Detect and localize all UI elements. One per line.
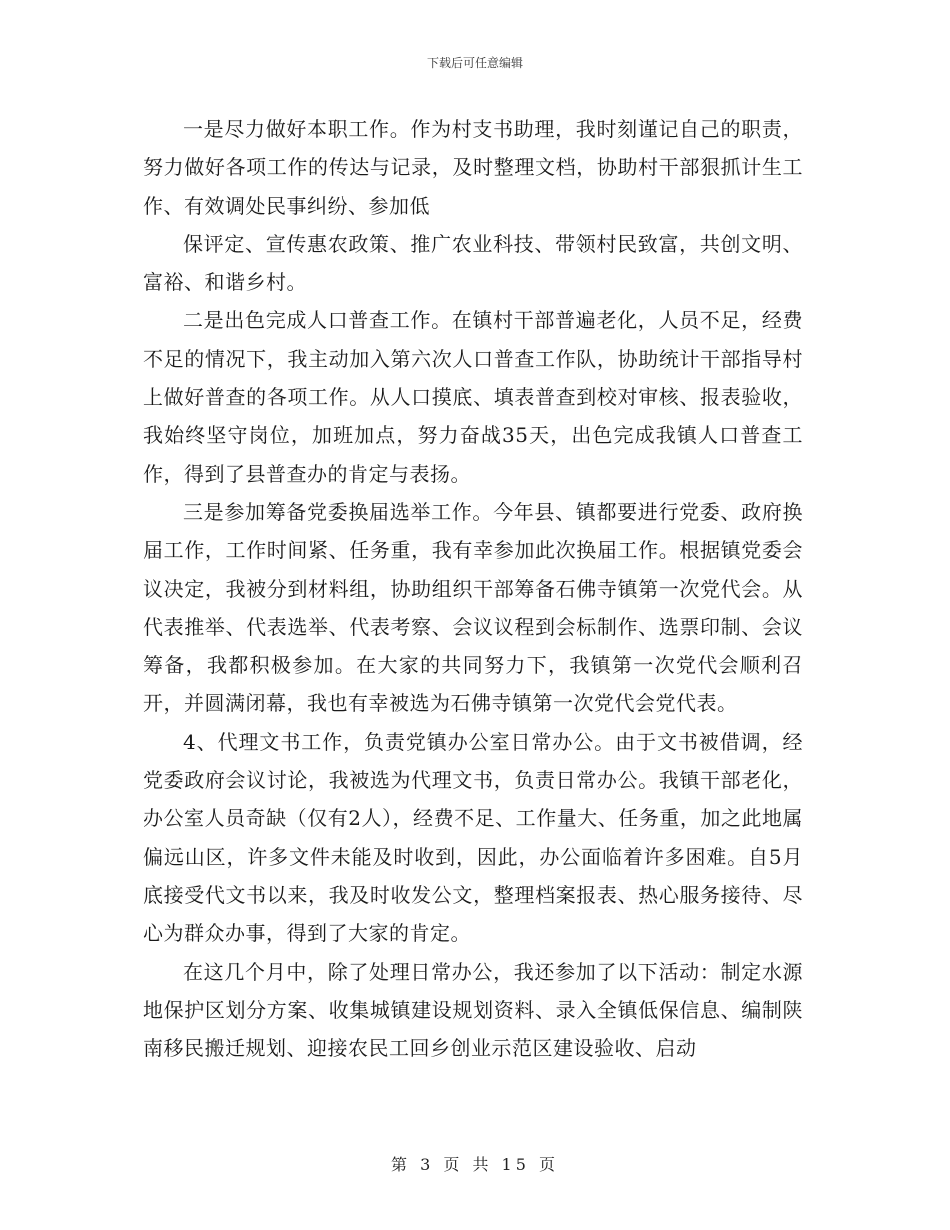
paragraph: 二是出色完成人口普查工作。在镇村干部普遍老化，人员不足，经费不足的情况下，我主动加入第六次人口普查工作队，协助统计干部指导村上做好普查的各项工作。从人口摸底、填表普查到校对审核、报表验收，我始终坚守岗位，加班加点，努力奋战35天，出色完成我镇人口普查工作，得到了县普查办的肯定与表扬。 [143, 308, 803, 486]
page-footer: 第 3 页 共 15 页 [391, 1155, 559, 1174]
page-header: 下载后可任意编辑 [426, 56, 523, 70]
paragraph: 保评定、宣传惠农政策、推广农业科技、带领村民致富，共创文明、富裕、和谐乡村。 [143, 231, 803, 295]
paragraph: 在这几个月中，除了处理日常办公，我还参加了以下活动：制定水源地保护区划分方案、收集城镇建设规划资料、录入全镇低保信息、编制陕南移民搬迁规划、迎接农民工回乡创业示范区建设验收、启动 [143, 959, 803, 1061]
paragraph: 4、代理文书工作，负责党镇办公室日常办公。由于文书被借调，经党委政府会议讨论，我被选为代理文书，负责日常办公。我镇干部老化，办公室人员奇缺（仅有2人），经费不足、工作量大、任务重，加之此地属偏远山区，许多文件未能及时收到，因此，办公面临着许多困难。自5月底接受代文书以来，我及时收发公文，整理档案报表、热心服务接待、尽心为群众办事，得到了大家的肯定。 [143, 729, 803, 946]
paragraph: 一是尽力做好本职工作。作为村支书助理，我时刻谨记自己的职责，努力做好各项工作的传达与记录，及时整理文档，协助村干部狠抓计生工作、有效调处民事纠纷、参加低 [143, 117, 803, 218]
document-body [143, 110, 803, 1067]
paragraph: 三是参加筹备党委换届选举工作。今年县、镇都要进行党委、政府换届工作，工作时间紧、任务重，我有幸参加此次换届工作。根据镇党委会议决定，我被分到材料组，协助组织干部筹备石佛寺镇第一次党代会。从代表推举、代表选举、代表考察、会议议程到会标制作、选票印制、会议筹备，我都积极参加。在大家的共同努力下，我镇第一次党代会顺利召开，并圆满闭幕，我也有幸被选为石佛寺镇第一次党代会党代表。 [143, 499, 803, 716]
